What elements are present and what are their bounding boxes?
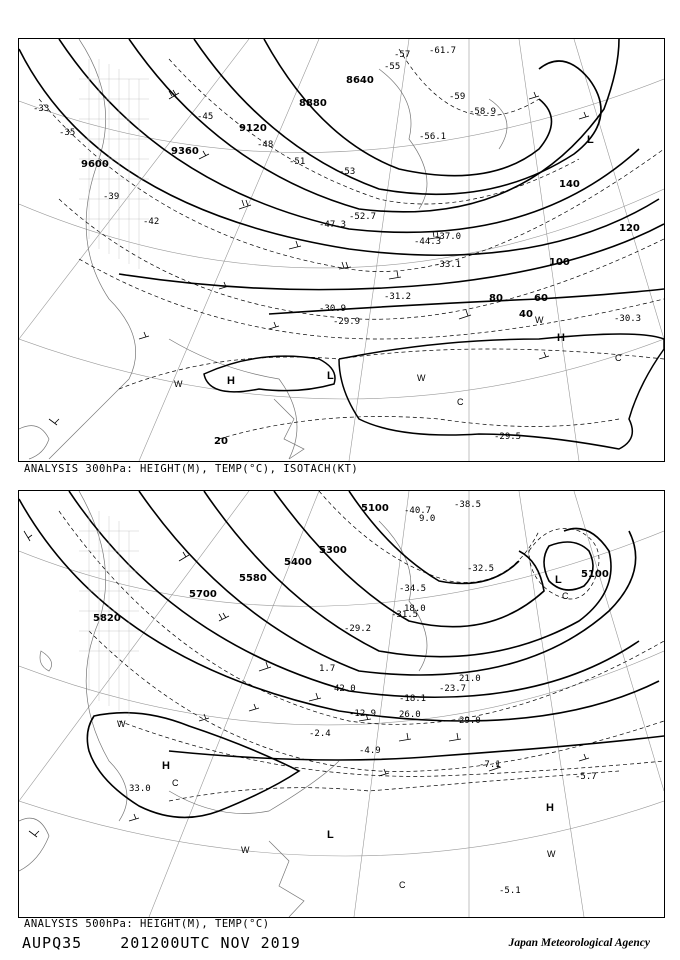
temp-label: -56.1 bbox=[419, 132, 447, 142]
map-300hpa bbox=[18, 38, 665, 462]
map-300hpa-caption: ANALYSIS 300hPa: HEIGHT(M), TEMP(°C), ISOTACH(KT) bbox=[24, 463, 359, 475]
height-label: 9120 bbox=[239, 123, 267, 134]
cold-marker: C bbox=[399, 880, 406, 890]
graticule bbox=[19, 39, 664, 461]
isotach-label: 40 bbox=[519, 309, 533, 320]
temp-label: 29.0 bbox=[459, 716, 481, 726]
height-label: 5580 bbox=[239, 573, 267, 584]
chart-code: AUPQ35 bbox=[22, 934, 83, 952]
temp-label: -34.5 bbox=[399, 584, 427, 594]
isotach-label: 80 bbox=[489, 293, 503, 304]
cold-marker: C bbox=[615, 353, 622, 363]
isotach-label: 20 bbox=[214, 436, 228, 447]
cold-marker: C bbox=[457, 397, 464, 407]
high-pressure-marker: H bbox=[162, 760, 170, 772]
temp-label: 33.0 bbox=[129, 784, 151, 794]
temp-label: -5.7 bbox=[575, 772, 597, 782]
temp-label: -33.1 bbox=[434, 260, 462, 270]
height-label: 9360 bbox=[171, 146, 199, 157]
coastline bbox=[19, 491, 427, 917]
height-label: 5400 bbox=[284, 557, 312, 568]
temp-label: -31.5 bbox=[391, 610, 419, 620]
temp-label: -30.9 bbox=[319, 304, 347, 314]
temp-label: -59 bbox=[449, 92, 466, 102]
low-pressure-marker: L bbox=[587, 134, 594, 146]
wind-barbs bbox=[49, 90, 589, 425]
low-pressure-marker: L bbox=[327, 829, 334, 841]
low-pressure-marker: L bbox=[555, 574, 562, 586]
height-label: 9600 bbox=[81, 159, 109, 170]
temp-label: -29.9 bbox=[333, 317, 361, 327]
warm-marker: W bbox=[117, 719, 126, 729]
low-pressure-marker: L bbox=[327, 370, 334, 382]
height-label: 5820 bbox=[93, 613, 121, 624]
warm-marker: W bbox=[174, 379, 183, 389]
temp-label: -37.0 bbox=[434, 232, 462, 242]
temp-label: -4.9 bbox=[359, 746, 381, 756]
coastline bbox=[19, 39, 507, 459]
map-500hpa-canvas bbox=[19, 491, 664, 917]
isotach-contours bbox=[204, 334, 664, 449]
temp-label: -58.9 bbox=[469, 107, 497, 117]
isotherms bbox=[39, 49, 664, 439]
warm-marker: W bbox=[417, 373, 426, 383]
isotach-label: 100 bbox=[549, 257, 570, 268]
temp-label: -55 bbox=[384, 62, 401, 72]
temp-label: -48 bbox=[257, 140, 274, 150]
temp-label: -39 bbox=[103, 192, 120, 202]
chart-identifier bbox=[22, 934, 329, 952]
temp-label: -42 bbox=[143, 217, 160, 227]
temp-label: -5.1 bbox=[499, 886, 521, 896]
temp-label: -33 bbox=[33, 104, 50, 114]
temp-label: -57 bbox=[394, 50, 411, 60]
cold-marker: C bbox=[562, 591, 569, 601]
height-label: 5100 bbox=[581, 569, 609, 580]
temp-label: 21.0 bbox=[459, 674, 481, 684]
temp-label: -61.7 bbox=[429, 46, 457, 56]
height-label: 8880 bbox=[299, 98, 327, 109]
temp-label: 18.0 bbox=[404, 604, 426, 614]
temp-label: 1.7 bbox=[319, 664, 336, 674]
temp-label: -29.5 bbox=[494, 432, 522, 442]
high-pressure-marker: H bbox=[557, 332, 565, 344]
cold-marker: C bbox=[172, 778, 179, 788]
temp-label: -31.2 bbox=[384, 292, 412, 302]
height-label: 5100 bbox=[361, 503, 389, 514]
temp-label: 9.0 bbox=[419, 514, 436, 524]
valid-time: 201200UTC NOV 2019 bbox=[120, 934, 301, 952]
warm-marker: W bbox=[547, 849, 556, 859]
temp-label: 42.0 bbox=[334, 684, 356, 694]
map-500hpa-caption: ANALYSIS 500hPa: HEIGHT(M), TEMP(°C) bbox=[24, 918, 270, 930]
temp-label: -12.9 bbox=[349, 709, 377, 719]
map-500hpa bbox=[18, 490, 665, 918]
temp-label: -18.1 bbox=[399, 694, 427, 704]
agency-credit: Japan Meteorological Agency bbox=[508, 937, 650, 949]
height-label: 5700 bbox=[189, 589, 217, 600]
temp-label: -51 bbox=[289, 157, 306, 167]
high-pressure-marker: H bbox=[227, 375, 235, 387]
temp-label: -2.4 bbox=[309, 729, 331, 739]
map-300hpa-canvas bbox=[19, 39, 664, 461]
temp-label: -53 bbox=[339, 167, 356, 177]
temp-label: -32.5 bbox=[467, 564, 495, 574]
wind-barbs bbox=[24, 531, 589, 837]
temp-label: -52.7 bbox=[349, 212, 377, 222]
height-label: 5300 bbox=[319, 545, 347, 556]
isotach-label: 120 bbox=[619, 223, 640, 234]
temp-label: 26.0 bbox=[399, 710, 421, 720]
temp-label: -38.5 bbox=[454, 500, 482, 510]
temp-label: -7.1 bbox=[479, 760, 501, 770]
temp-label: -23.7 bbox=[439, 684, 467, 694]
temp-label: -47.3 bbox=[319, 220, 347, 230]
temp-label: -29.2 bbox=[344, 624, 372, 634]
isotach-label: 60 bbox=[534, 293, 548, 304]
temp-label: -35 bbox=[59, 128, 76, 138]
isotach-label: 140 bbox=[559, 179, 580, 190]
temp-label: -44.3 bbox=[414, 237, 442, 247]
temp-label: -30.3 bbox=[614, 314, 642, 324]
warm-marker: W bbox=[241, 845, 250, 855]
high-pressure-marker: H bbox=[546, 802, 554, 814]
warm-marker: W bbox=[535, 315, 544, 325]
temp-label: -45 bbox=[197, 112, 214, 122]
temp-label: -40.7 bbox=[404, 506, 432, 516]
height-label: 8640 bbox=[346, 75, 374, 86]
